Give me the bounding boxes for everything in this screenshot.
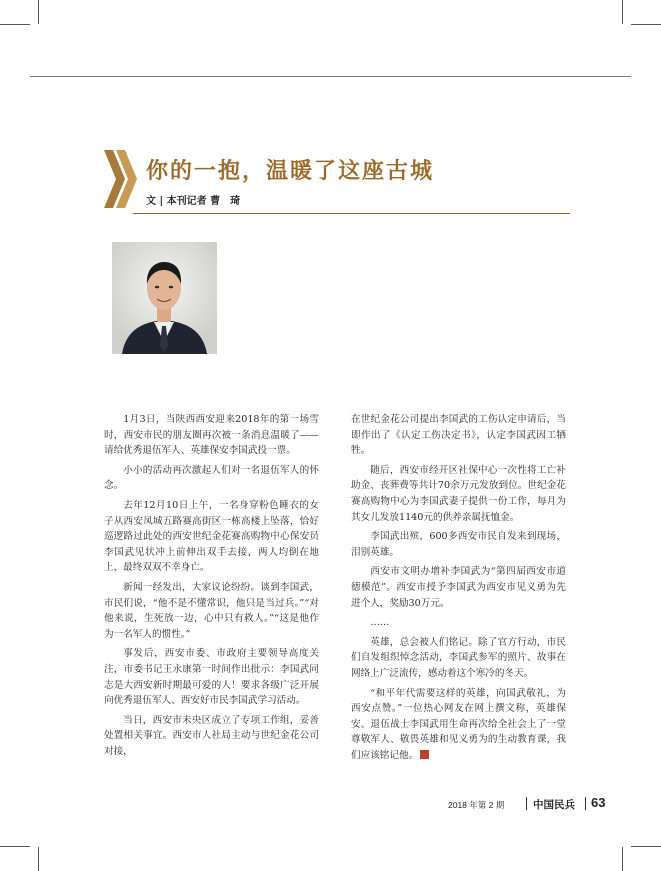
crop-mark [38,0,39,24]
header-rule [30,76,631,77]
byline: 文 | 本刊记者 曹 琦 [146,196,241,207]
article-paragraph-text: “和平年代需要这样的英雄，向国武敬礼，为西安点赞。”一位热心网友在网上撰文称，英雄保安、退伍战士李国武用生命再次给全社会上了一堂尊敬军人、敬畏英雄和见义勇为的生动教育课，我们应该铭记他。 [351,687,566,761]
page-footer [440,795,612,813]
portrait-photo [112,242,217,354]
end-mark-icon [420,750,429,759]
title-underline [133,213,570,214]
crop-mark [631,846,661,847]
crop-mark [0,24,30,25]
crop-mark [0,846,30,847]
page-number: 63 [591,795,606,810]
footer-divider [585,797,586,810]
chevron-decoration-icon [104,150,138,208]
article-paragraph: 新闻一经发出，大家议论纷纷。谈到李国武，市民们说，“他不是不懂常识，他只是当过兵。”“对他来说，生死放一边，心中只有救人。”“这是他作为一名军人的惯性。” [104,581,319,640]
article-column-left [104,412,319,763]
issue-label: 2018 年第 2 期 [448,800,505,810]
article-paragraph: 随后，西安市经开区社保中心一次性将工亡补助金、丧葬费等共计70余万元发放到位。世纪金花赛高购物中心为李国武妻子提供一份工作，每月为其女儿发放1140元的供养亲属抚恤金。 [351,464,566,523]
article-paragraph: 事发后，西安市委、市政府主要领导高度关注，市委书记王永康第一时间作出批示：李国武同志是大西安新时期最可爱的人！要求各级广泛开展向优秀退伍军人、西安好市民李国武学习活动。 [104,648,319,707]
article-paragraph: 英雄，总会被人们铭记。除了官方行动，市民们自发组织悼念活动，李国武参军的照片、故事在网络上广泛流传，感动着这个寒冷的冬天。 [351,636,566,679]
article-paragraph: 1月3日，当陕西西安迎来2018年的第一场雪时，西安市民的朋友圈再次被一条消息温暖了——请给优秀退伍军人、英雄保安李国武投一票。 [104,414,319,457]
article-paragraph: 在世纪金花公司提出李国武的工伤认定申请后，当即作出了《认定工伤决定书》，认定李国武因工牺牲。 [351,414,566,457]
crop-mark [38,847,39,871]
footer-divider [526,797,527,810]
article-paragraph: 西安市文明办增补李国武为“第四届西安市道德模范”。西安市授予李国武为西安市见义勇为先进个人，奖励30万元。 [351,566,566,609]
article-paragraph: 当日，西安市未央区成立了专项工作组，妥善处置相关事宜。西安市人社局主动与世纪金花公司对接， [104,714,319,757]
article-paragraph: 小小的活动再次激起人们对一名退伍军人的怀念。 [104,464,319,492]
article-paragraph-last [351,686,566,764]
crop-mark [622,0,623,24]
article-paragraph: …… [370,617,390,629]
crop-mark [631,24,661,25]
crop-mark [622,847,623,871]
article-paragraph: 李国武出殡，600多西安市民自发来到现场，泪别英雄。 [351,531,566,558]
article-column-right [351,412,566,767]
article-paragraph: 去年12月10日上午，一名身穿粉色睡衣的女子从西安凤城五路赛高街区一栋高楼上坠落，恰好巡逻路过此处的西安世纪金花赛高购物中心保安员李国武见状冲上前伸出双手去接，两人均倒在地上，最终双双不幸身亡。 [104,499,319,574]
article-title: 你的一抱，温暖了这座古城 [146,158,435,184]
magazine-name: 中国民兵 [533,799,575,811]
